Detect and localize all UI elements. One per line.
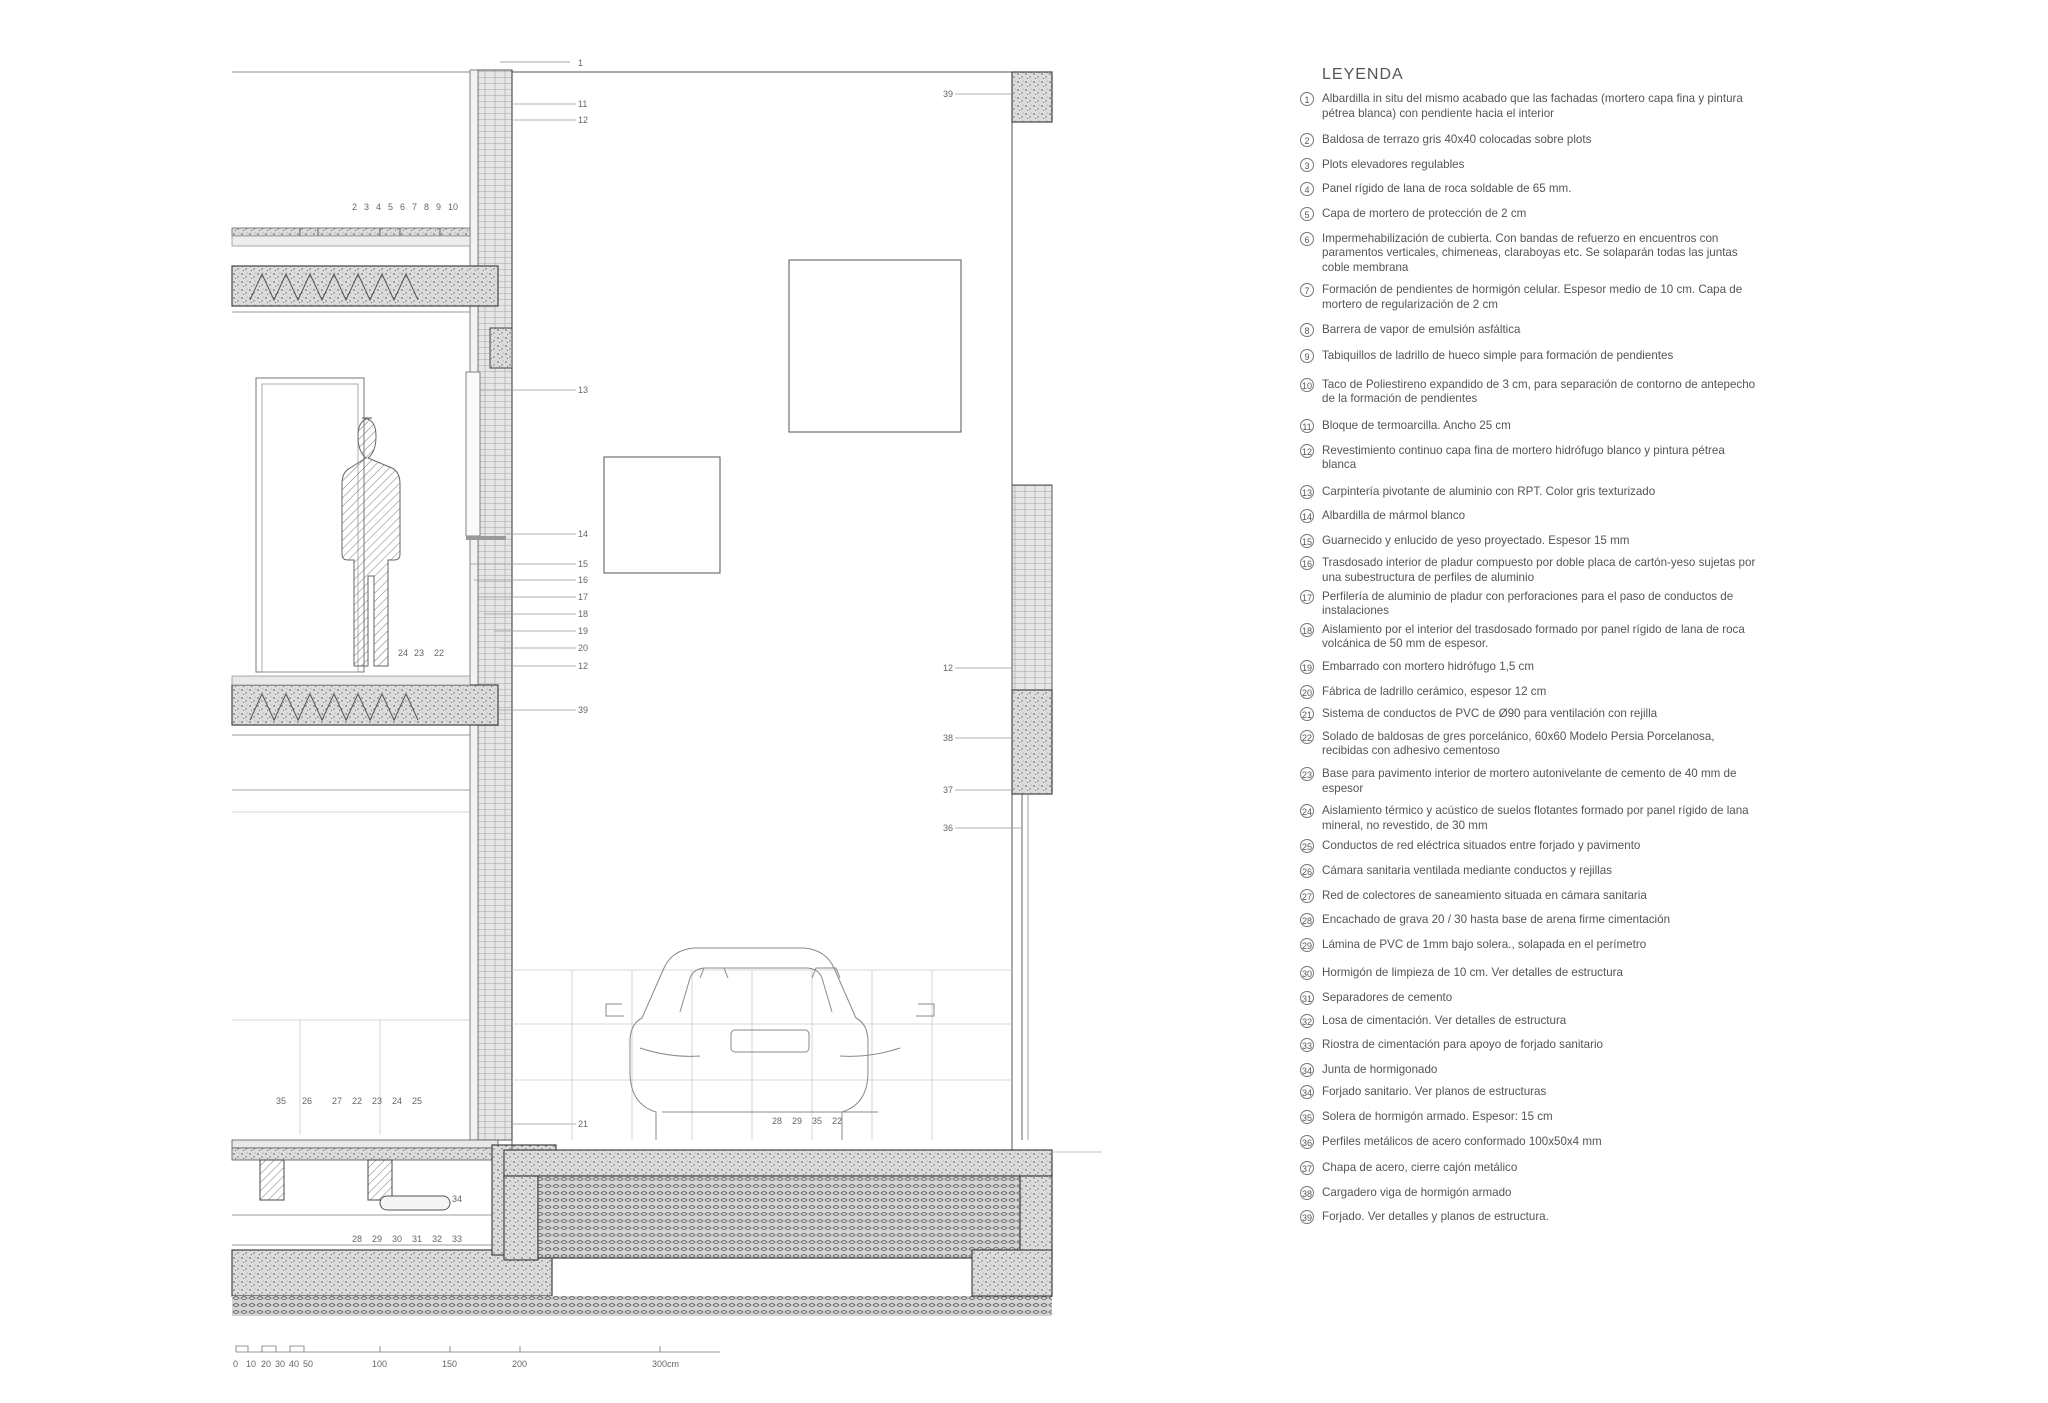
- legend-item-number: 24: [1300, 804, 1314, 818]
- callout-34: 34: [452, 1194, 463, 1204]
- callout-r39: 39: [943, 89, 954, 99]
- legend-item-number: 10: [1300, 378, 1314, 392]
- legend-item-number: 31: [1300, 991, 1314, 1005]
- legend-item-number: 28: [1300, 913, 1314, 927]
- legend-item: [1300, 1210, 1760, 1225]
- legend-item: [1300, 1110, 1760, 1125]
- legend-item: [1300, 685, 1760, 700]
- found-callout-29: 29: [372, 1234, 383, 1244]
- legend-item-number: 18: [1300, 623, 1314, 637]
- legend-item-number: 22: [1300, 730, 1314, 744]
- found-callout-31: 31: [412, 1234, 423, 1244]
- legend-item: [1300, 419, 1760, 434]
- found-callout-28: 28: [352, 1234, 363, 1244]
- ground-callout-26: 26: [302, 1096, 313, 1106]
- legend-item: [1300, 991, 1760, 1006]
- scale-tick-100: 100: [372, 1359, 388, 1369]
- legend-item-number: 7: [1300, 283, 1314, 297]
- legend-item: [1300, 1186, 1760, 1201]
- legend-item: [1300, 966, 1760, 981]
- roof-callout-10: 10: [448, 202, 459, 212]
- legend-item-number: 35: [1300, 1110, 1314, 1124]
- legend-item: [1300, 92, 1760, 121]
- callout-16: 16: [578, 575, 589, 585]
- ground-callout-23: 23: [372, 1096, 383, 1106]
- legend-item: [1300, 509, 1760, 524]
- callout-15: 15: [578, 559, 589, 569]
- legend-item-text: Perfiles metálicos de acero conformado 100x50x4 mm: [1322, 1134, 1602, 1148]
- legend-item-text: Base para pavimento interior de mortero autonivelante de cemento de 40 mm de espesor: [1322, 767, 1737, 795]
- legend-title: LEYENDA: [1322, 66, 1404, 83]
- legend-item-text: Fábrica de ladrillo cerámico, espesor 12 cm: [1322, 684, 1547, 698]
- floor-callout-24: 24: [398, 648, 409, 658]
- callout-17: 17: [578, 592, 589, 602]
- legend-item-text: Encachado de grava 20 / 30 hasta base de arena firme cimentación: [1322, 913, 1671, 927]
- legend-item: [1300, 283, 1760, 312]
- legend-item-text: Lámina de PVC de 1mm bajo solera., solapada en el perímetro: [1322, 937, 1647, 951]
- legend-item: [1300, 1161, 1760, 1176]
- callout-1: 1: [578, 58, 584, 68]
- ground-callout-27: 27: [332, 1096, 343, 1106]
- legend-item: [1300, 133, 1760, 148]
- legend-item-number: 34: [1300, 1085, 1314, 1099]
- legend-item-text: Albardilla in situ del mismo acabado que las fachadas (mortero capa fina y pintura pétrea blanca) con pendiente hacia el interior: [1322, 92, 1743, 120]
- car-callout-22: 22: [832, 1116, 843, 1126]
- legend-item: [1300, 707, 1760, 722]
- legend-item-number: 1: [1300, 92, 1314, 106]
- legend-item-number: 14: [1300, 509, 1314, 523]
- legend-item-number: 3: [1300, 158, 1314, 172]
- legend-item-text: Impermehabilización de cubierta. Con bandas de refuerzo en encuentros con paramentos verticales, chimeneas, claraboyas etc. Se solaparán todas las juntas coble membrana: [1322, 231, 1738, 274]
- legend-list: [1300, 92, 1760, 1225]
- legend-item-number: 16: [1300, 556, 1314, 570]
- legend-item-text: Solado de baldosas de gres porcelánico, 60x60 Modelo Persia Porcelanosa, recibidas con adhesivo cementoso: [1322, 729, 1715, 758]
- ground-callout-25: 25: [412, 1096, 423, 1106]
- legend-item-number: 34: [1300, 1063, 1314, 1077]
- legend-item: [1300, 158, 1760, 173]
- callout-20: 20: [578, 643, 589, 653]
- legend-item-text: Trasdosado interior de pladur compuesto por doble placa de cartón-yeso sujetas por una subestructura de perfiles de aluminio: [1322, 556, 1756, 585]
- legend-item-number: 33: [1300, 1038, 1314, 1052]
- legend-item-number: 15: [1300, 534, 1314, 548]
- legend-item-number: 29: [1300, 938, 1314, 952]
- legend-item: [1300, 660, 1760, 675]
- legend-item: [1300, 590, 1760, 619]
- legend-item-number: 11: [1300, 419, 1314, 433]
- legend-item-text: Bloque de termoarcilla. Ancho 25 cm: [1322, 418, 1511, 432]
- scale-tick-30: 30: [275, 1359, 286, 1369]
- legend-item: [1300, 623, 1760, 652]
- legend-item: [1300, 889, 1760, 904]
- legend-item-text: Taco de Poliestireno expandido de 3 cm, para separación de contorno de antepecho de la formación de pendientes: [1322, 377, 1756, 406]
- car-callout-28: 28: [772, 1116, 783, 1126]
- legend-item: [1300, 938, 1760, 953]
- legend-item-text: Carpintería pivotante de aluminio con RPT. Color gris texturizado: [1322, 484, 1656, 498]
- callout-14: 14: [578, 529, 589, 539]
- roof-callout-4: 4: [376, 202, 382, 212]
- legend-item: [1300, 1038, 1760, 1053]
- legend-item-text: Conductos de red eléctrica situados entre forjado y pavimento: [1322, 839, 1641, 853]
- legend-item-number: 27: [1300, 889, 1314, 903]
- legend-item: [1300, 207, 1760, 222]
- legend-item-text: Forjado sanitario. Ver planos de estructuras: [1322, 1085, 1547, 1099]
- legend-item-text: Red de colectores de saneamiento situada en cámara sanitaria: [1322, 888, 1647, 902]
- legend-item: [1300, 444, 1760, 473]
- legend-item-number: 4: [1300, 182, 1314, 196]
- legend-item-number: 38: [1300, 1186, 1314, 1200]
- callout-11: 11: [578, 99, 588, 109]
- callout-18: 18: [578, 609, 589, 619]
- legend-item-text: Guarnecido y enlucido de yeso proyectado. Espesor 15 mm: [1322, 533, 1630, 547]
- callout-r38: 38: [943, 733, 954, 743]
- legend-item: [1300, 232, 1760, 276]
- legend-item-text: Chapa de acero, cierre cajón metálico: [1322, 1161, 1518, 1175]
- legend-item-number: 9: [1300, 349, 1314, 363]
- scale-tick-150: 150: [442, 1359, 458, 1369]
- car-callout-29: 29: [792, 1116, 803, 1126]
- scale-tick-300: 300cm: [652, 1359, 680, 1369]
- callout-13: 13: [578, 385, 589, 395]
- roof-callout-6: 6: [400, 202, 406, 212]
- legend-item: [1300, 839, 1760, 854]
- legend-item-text: Junta de hormigonado: [1322, 1062, 1438, 1076]
- ground-callout-24: 24: [392, 1096, 403, 1106]
- legend-item: [1300, 349, 1760, 364]
- legend-item-number: 19: [1300, 660, 1314, 674]
- legend-item-text: Cargadero viga de hormigón armado: [1322, 1185, 1512, 1199]
- legend-item: [1300, 556, 1760, 585]
- scale-tick-200: 200: [512, 1359, 528, 1369]
- legend-item-number: 6: [1300, 232, 1314, 246]
- legend-item: [1300, 1014, 1760, 1029]
- callout-12: 12: [578, 115, 589, 125]
- floor-callout-23: 23: [414, 648, 425, 658]
- scale-tick-40: 40: [289, 1359, 300, 1369]
- legend-item-number: 12: [1300, 444, 1314, 458]
- callout-r37: 37: [943, 785, 954, 795]
- roof-callout-2: 2: [352, 202, 358, 212]
- legend-item-number: 5: [1300, 207, 1314, 221]
- scale-tick-0: 0: [233, 1359, 239, 1369]
- legend-item: [1300, 485, 1760, 500]
- found-callout-30: 30: [392, 1234, 403, 1244]
- roof-callout-8: 8: [424, 202, 430, 212]
- legend-item-text: Cámara sanitaria ventilada mediante conductos y rejillas: [1322, 863, 1612, 877]
- callout-39: 39: [578, 705, 589, 715]
- ground-callout-22: 22: [352, 1096, 363, 1106]
- legend-item: [1300, 1085, 1760, 1100]
- legend-item-number: 13: [1300, 485, 1314, 499]
- legend-item-text: Aislamiento térmico y acústico de suelos flotantes formado por panel rígido de lana mineral, no revestido, de 30 mm: [1322, 804, 1749, 832]
- legend-item-number: 30: [1300, 966, 1314, 980]
- car-drawing: [606, 948, 934, 1140]
- legend-item-text: Embarrado con mortero hidrófugo 1,5 cm: [1322, 660, 1535, 674]
- legend-item-text: Sistema de conductos de PVC de Ø90 para ventilación con rejilla: [1322, 707, 1658, 721]
- callout-r12: 12: [943, 663, 954, 673]
- legend-item-text: Formación de pendientes de hormigón celular. Espesor medio de 10 cm. Capa de mortero de regularización de 2 cm: [1322, 283, 1743, 311]
- legend-item-number: 21: [1300, 707, 1314, 721]
- scale-tick-20: 20: [261, 1359, 272, 1369]
- legend-item-number: 2: [1300, 133, 1314, 147]
- legend-item-text: Panel rígido de lana de roca soldable de 65 mm.: [1322, 182, 1572, 196]
- legend-item-text: Hormigón de limpieza de 10 cm. Ver detalles de estructura: [1322, 966, 1623, 980]
- legend-item-number: 20: [1300, 685, 1314, 699]
- ground-callout-35: 35: [276, 1096, 287, 1106]
- roof-callout-3: 3: [364, 202, 370, 212]
- legend-item-text: Plots elevadores regulables: [1322, 157, 1465, 171]
- legend-item: [1300, 534, 1760, 549]
- legend: [1300, 66, 1760, 1225]
- legend-item-text: Tabiquillos de ladrillo de hueco simple para formación de pendientes: [1322, 349, 1674, 363]
- floor-callout-22: 22: [434, 648, 445, 658]
- legend-item: [1300, 804, 1760, 833]
- legend-item: [1300, 730, 1760, 759]
- car-callout-35: 35: [812, 1116, 823, 1126]
- legend-item-text: Forjado. Ver detalles y planos de estructura.: [1322, 1210, 1549, 1224]
- callout-12b: 12: [578, 661, 589, 671]
- found-callout-33: 33: [452, 1234, 463, 1244]
- callout-r36: 36: [943, 823, 954, 833]
- legend-item-text: Albardilla de mármol blanco: [1322, 509, 1466, 523]
- legend-item: [1300, 182, 1760, 197]
- legend-item-text: Losa de cimentación. Ver detalles de estructura: [1322, 1013, 1567, 1027]
- callout-19: 19: [578, 626, 589, 636]
- legend-item-text: Revestimiento continuo capa fina de mortero hidrófugo blanco y pintura pétrea blanca: [1322, 443, 1725, 472]
- legend-item-number: 36: [1300, 1135, 1314, 1149]
- legend-item-text: Solera de hormigón armado. Espesor: 15 cm: [1322, 1109, 1553, 1123]
- legend-item: [1300, 767, 1760, 796]
- legend-item-text: Baldosa de terrazo gris 40x40 colocadas sobre plots: [1322, 133, 1592, 147]
- roof-callout-5: 5: [388, 202, 394, 212]
- legend-item-text: Riostra de cimentación para apoyo de forjado sanitario: [1322, 1038, 1603, 1052]
- legend-item: [1300, 378, 1760, 407]
- legend-item-number: 23: [1300, 767, 1314, 781]
- legend-item: [1300, 864, 1760, 879]
- roof-callout-7: 7: [412, 202, 418, 212]
- legend-item-text: Perfilería de aluminio de pladur con perforaciones para el paso de conductos de instalaciones: [1322, 589, 1734, 618]
- legend-item-text: Separadores de cemento: [1322, 990, 1453, 1004]
- legend-item-text: Barrera de vapor de emulsión asfáltica: [1322, 322, 1521, 336]
- scale-tick-50: 50: [303, 1359, 314, 1369]
- found-callout-32: 32: [432, 1234, 443, 1244]
- legend-item: [1300, 1135, 1760, 1150]
- legend-item-text: Capa de mortero de protección de 2 cm: [1322, 206, 1527, 220]
- legend-item: [1300, 323, 1760, 338]
- legend-item: [1300, 1063, 1760, 1078]
- legend-item-number: 39: [1300, 1210, 1314, 1224]
- legend-item-number: 26: [1300, 864, 1314, 878]
- roof-callout-9: 9: [436, 202, 442, 212]
- legend-item-number: 37: [1300, 1161, 1314, 1175]
- legend-item-number: 32: [1300, 1014, 1314, 1028]
- callout-21: 21: [578, 1119, 589, 1129]
- legend-item-text: Aislamiento por el interior del trasdosado formado por panel rígido de lana de roca volcánica de 50 mm de espesor.: [1322, 622, 1745, 651]
- scale-bar: [236, 1346, 720, 1352]
- legend-item-number: 17: [1300, 590, 1314, 604]
- legend-item-number: 8: [1300, 323, 1314, 337]
- legend-item: [1300, 913, 1760, 928]
- legend-item-number: 25: [1300, 839, 1314, 853]
- scale-tick-10: 10: [246, 1359, 257, 1369]
